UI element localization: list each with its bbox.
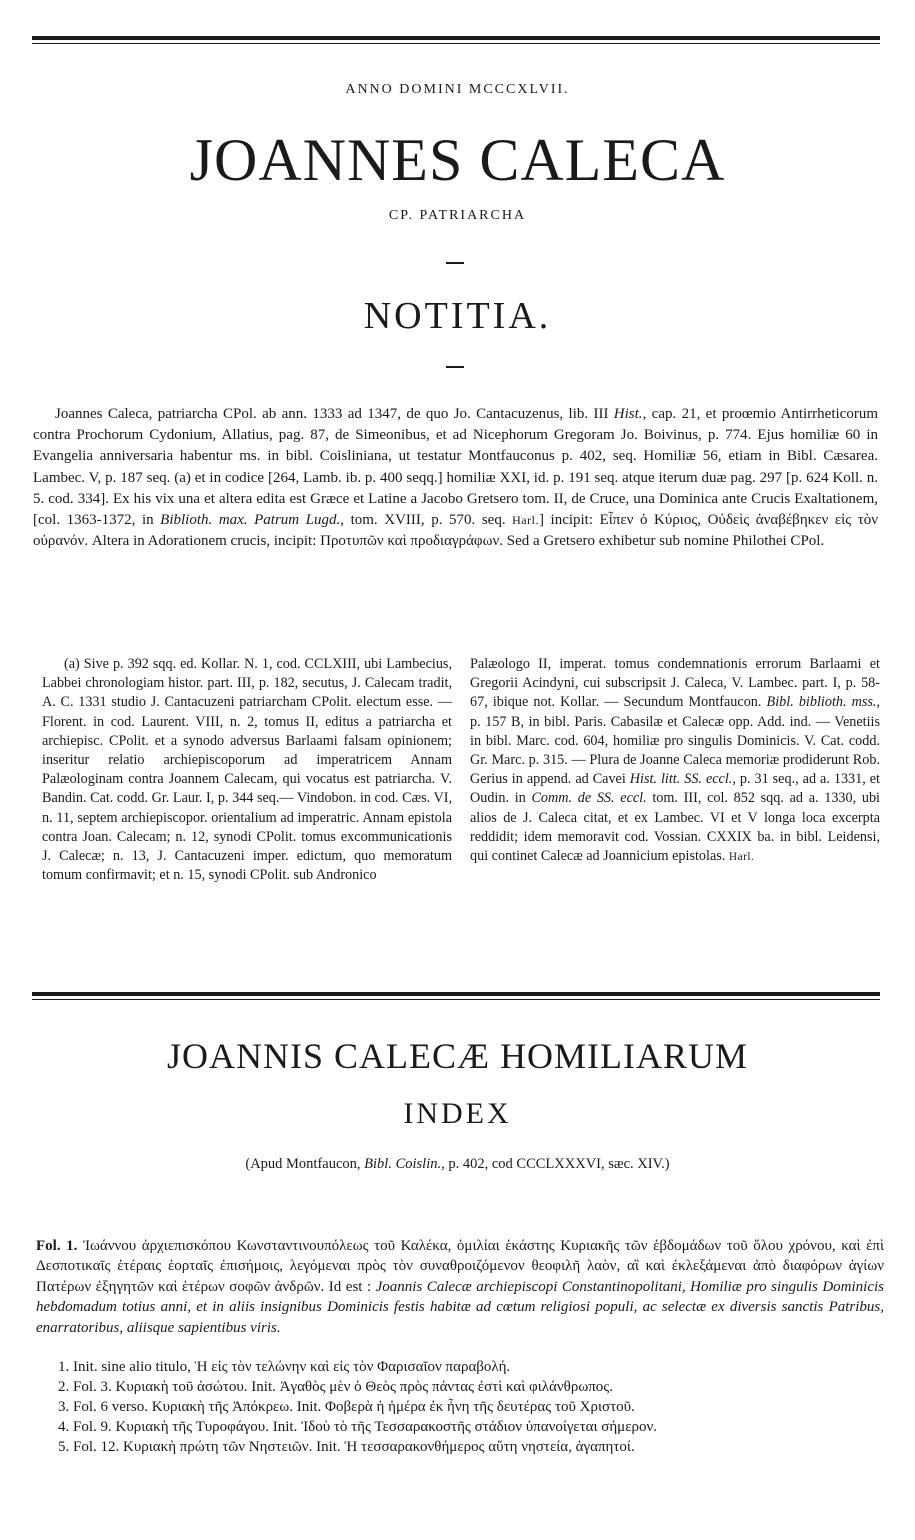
notitia-paragraph: Joannes Caleca, patriarcha CPol. ab ann. 1333 ad 1347, de quo Jo. Cantacuzenus, lib. III Hist., cap. 21, et proœmio Antirrheticorum contra Prochorum Cydonium, Allatius, pag. 87, de Simeonibus, et ad Nicephorum Gregoram Jo. Boivinus, p. 774. Ejus homiliæ 60 in Evangelia anniversaria habentur ms. in bibl. Coisliniana, ut testatur Montfauconus p. 402, seq. Homiliæ 56, etiam in Bibl. Cæsarea. Lambec. V, p. 187 seq. (a) et in codice [264, Lamb. ib. p. 400 seqq.] homiliæ XXI, id. p. 191 seq. atque iterum duæ pag. 297 [p. 624 Koll. n. 5. cod. 334]. Ex his vix una et altera edita est Græce et Latine a Jacobo Gretsero tom. II, de Cruce, una Dominica ante Crucis Exaltationem, [col. 1363-1372, in Biblioth. max. Patrum Lugd., tom. XVIII, p. 570. seq. Harl.] incipit: Εἶπεν ὁ Κύριος, Οὐδεὶς ἀναβέβηκεν εἰς τὸν οὐρανόν. Altera in Adorationem crucis, incipit: Προτυπῶν καὶ προδιαγράφων. Sed a Gretsero exhibetur sub nomine Philothei CPol. (33, 406, 879, 550)
homiliae-title: JOANNIS CALECÆ HOMILIARUM (166, 1036, 748, 1076)
list-item: 1. Init. sine alio titulo, Ἡ εἰς τὸν τελώνην καὶ εἰς τὸν Φαρισαῖον παραβολή. (58, 1359, 511, 1375)
list-item: 2. Fol. 3. Κυριακὴ τοῦ ἀσώτου. Init. Ἀγαθὸς μὲν ὁ Θεὸς πρὸς πάντας ἐστὶ καὶ φιλάνθρωπος. (58, 1379, 613, 1395)
footnote-right-column: Palæologo II, imperat. tomus condemnationis errorum Barlaami et Gregorii Acindyni, cui subscripsit J. Caleca, V. Lambec. part. I, p. 58-67, ibique not. Kollar. — Secundum Montfaucon. Bibl. biblioth. mss., p. 157 B, in bibl. Paris. Cabasilæ et Calecæ opp. Add. ind. — Venetiis in bibl. Marc. cod. 604, homiliæ pro singulis Dominicis. V. Cat. codd. Gr. Marc. p. 315. — Plura de Joanne Caleca memoriæ prodiderunt Rob. Gerius in append. ad Cavei Hist. litt. SS. eccl., p. 31 seq., ad a. 1331, et Oudin. in Comm. de SS. eccl. tom. III, col. 852 sqq. ad a. 1330, ubi alios de J. Caleca citat, et ex Lambec. VI et V longa loca excerpta reddidit; idem memoravit cod. Vossian. CXXIX ba. in bibl. Leidensi, qui continet Calecæ ad Joannicium epistolas. Harl. (470, 656, 881, 865)
anno-line: ANNO DOMINI MCCCXLVII. (345, 82, 570, 97)
index-heading: INDEX (403, 1097, 512, 1130)
list-item: 4. Fol. 9. Κυριακὴ τῆς Τυροφάγου. Init. Ἰδοὺ τὸ τῆς Τεσσαρακοστῆς στάδιον ὑπανοίγεται σήμερον. (58, 1419, 658, 1435)
list-item: 3. Fol. 6 verso. Κυριακὴ τῆς Ἀπόκρεω. Init. Φοβερὰ ἡ ἡμέρα ἐκ ἦνη τῆς δευτέρας τοῦ Χριστοῦ. (58, 1399, 635, 1415)
top-thin-rule (32, 43, 880, 44)
section-thin-rule (32, 999, 880, 1000)
author-title: JOANNES CALECA (189, 127, 726, 193)
section-title: NOTITIA. (363, 295, 552, 337)
homily-list (58, 1357, 878, 1457)
source-citation: (Apud Montfaucon, Bibl. Coislin., p. 402, cod CCCLXXXVI, sæc. XIV.) (245, 1156, 670, 1172)
footnote-left-column: (a) Sive p. 392 sqq. ed. Kollar. N. 1, cod. CCLXIII, ubi Lambecius, Labbei chronologiam histor. part. III, p. 182, secutus, J. Calecam tradit, A. C. 1331 studio J. Cantacuzeni patriarcham CPolit. electum esse. — Florent. in cod. Laurent. VIII, n. 2, tomus II, editus a patriarcha et archiepisc. CPolit. et a synodo adversus Barlaami falsam opinionem; inseritur relatio archiepiscoporum ad imperatricem Annam Palæologinam contra Joannem Calecam, qui vocatus est patriarcha. V. Bandin. Cat. codd. Gr. Laur. I, p. 344 seq.— Vindobon. in cod. Cæs. VI, n. 11, septem archiepiscopor. orientalium ad imperatric. Annam epistola contra Joan. Calecam; n. 12, synodi CPolit. tomus excommunicationis J. Calecæ; n. 13, J. Cantacuzeni imper. edictum, quo memoratum tomum confirmavit; et n. 15, synodi CPolit. sub Andronico (42, 656, 452, 884)
divider-dash (446, 366, 464, 368)
section-double-rule (32, 992, 880, 996)
divider-dash (446, 262, 464, 264)
list-item: 5. Fol. 12. Κυριακὴ πρώτη τῶν Νηστειῶν. Init. Ἡ τεσσαρακονθήμερος αὕτη νηστεία, ἀγαπητοί. (58, 1439, 635, 1455)
folio-intro: Fol. 1. Ἰωάννου ἀρχιεπισκόπου Κωνσταντινουπόλεως τοῦ Καλέκα, ὁμιλίαι ἑκάστης Κυριακῆς τῶν ἑβδομάδων τοῦ ὅλου χρόνου, καὶ ἐπὶ Δεσποτικαῖς ἑτέραις ἑορταῖς ἐπισήμοις, λεγόμεναι πρὸς τὸν συναθροιζόμενον θεοφιλῆ λαὸν, αἳ καὶ ἐκλεξάμεναι ἀπὸ διαφόρων ἁγίων Πατέρων ἐξηγητῶν καὶ ἑτέρων σοφῶν ἀνδρῶν. Id est : Joannis Calecæ archiepiscopi Constantinopolitani, Homiliæ pro singulis Dominicis hebdomadum totius anni, et in aliis insignibus Dominicis festis habitæ ad cœtum religiosi populi, ac selectæ ex diversis sanctis Patribus, enarratoribus, aliisque sapientibus viris. (36, 1238, 885, 1336)
office-subtitle: CP. PATRIARCHA (388, 208, 527, 223)
top-double-rule (32, 36, 880, 40)
